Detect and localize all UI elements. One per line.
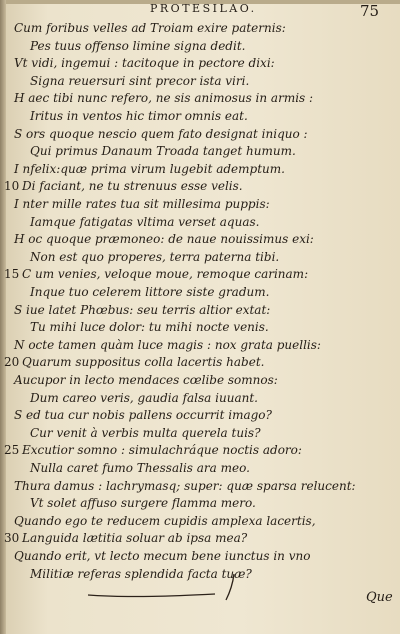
verse-line: Nulla caret fumo Thessalis ara meo. [30, 461, 250, 475]
verse-line: Cur venit à verbis multa querela tuis? [30, 425, 261, 440]
verse-line: H oc quoque præmoneo: de naue nouissimus exi: [14, 232, 314, 247]
verse-line: S ors quoque nescio quem fato designat iniquo : [14, 126, 308, 141]
verse-line: Qui primus Danaum Troada tanget humum. [30, 144, 296, 159]
verse-line: Signa reuersuri sint precor ista viri. [30, 73, 250, 88]
verse-line: C um venies, veloque moue, remoque carinam: [22, 267, 309, 282]
verse-line: Vt vidi, ingemui : tacitoque in pectore dixi: [14, 56, 275, 71]
verse-line: I nfelix:quæ prima virum lugebit ademptum. [14, 161, 285, 176]
verse-line: Di faciant, ne tu strenuus esse velis. [22, 179, 243, 194]
verse-line-number: 10 [4, 179, 20, 194]
running-head: PROTESILAO. [150, 2, 257, 15]
verse-line: Militiæ referas splendida facta tuæ? [30, 566, 252, 581]
verse-line: N octe tamen quàm luce magis : nox grata puellis: [14, 337, 321, 352]
verse-line: Aucupor in lecto mendaces cœlibe somnos: [14, 373, 278, 387]
verse-line: Tu mihi luce dolor: tu mihi nocte venis. [30, 320, 269, 335]
verse-line-number: 25 [4, 443, 20, 458]
verse-line: Excutior somno : simulachráque noctis adoro: [22, 443, 302, 458]
verse-line-number: 15 [4, 267, 20, 282]
verse-line: Thura damus : lachrymasq; super: quæ sparsa relucent: [14, 478, 356, 493]
verse-line: Quando erit, vt lecto mecum bene iunctus in vno [14, 549, 311, 563]
verse-line-number: 20 [4, 355, 20, 370]
verse-line: I nter mille rates tua sit millesima puppis: [14, 197, 270, 211]
catchword: Que [366, 590, 393, 605]
verse-line: Inque tuo celerem littore siste gradum. [30, 285, 270, 299]
verse-line: Cum foribus velles ad Troiam exire paternis: [14, 21, 286, 35]
verse-line: Iritus in ventos hic timor omnis eat. [30, 109, 248, 123]
verse-line: Quarum suppositus colla lacertis habet. [22, 355, 265, 370]
verse-line: S iue latet Phœbus: seu terris altior extat: [14, 302, 271, 317]
page-number: 75 [360, 2, 380, 20]
verse-line: Non est quo properes, terra paterna tibi. [30, 249, 280, 264]
verse-line: Iamque fatigatas vltima verset aquas. [30, 214, 260, 229]
verse-line: Quando ego te reducem cupidis amplexa lacertis, [14, 513, 316, 528]
verse-line: S ed tua cur nobis pallens occurrit imago? [14, 408, 272, 423]
verse-line: Pes tuus offenso limine signa dedit. [30, 38, 246, 53]
verse-line: Dum careo veris, gaudia falsa iuuant. [30, 390, 258, 405]
verse-line: Vt solet affuso surgere flamma mero. [30, 496, 256, 511]
verse-line: H aec tibi nunc refero, ne sis animosus in armis : [14, 91, 314, 106]
verse-line: Languida lætitia soluar ab ipsa mea? [22, 531, 248, 546]
verse-line-number: 30 [4, 531, 20, 546]
